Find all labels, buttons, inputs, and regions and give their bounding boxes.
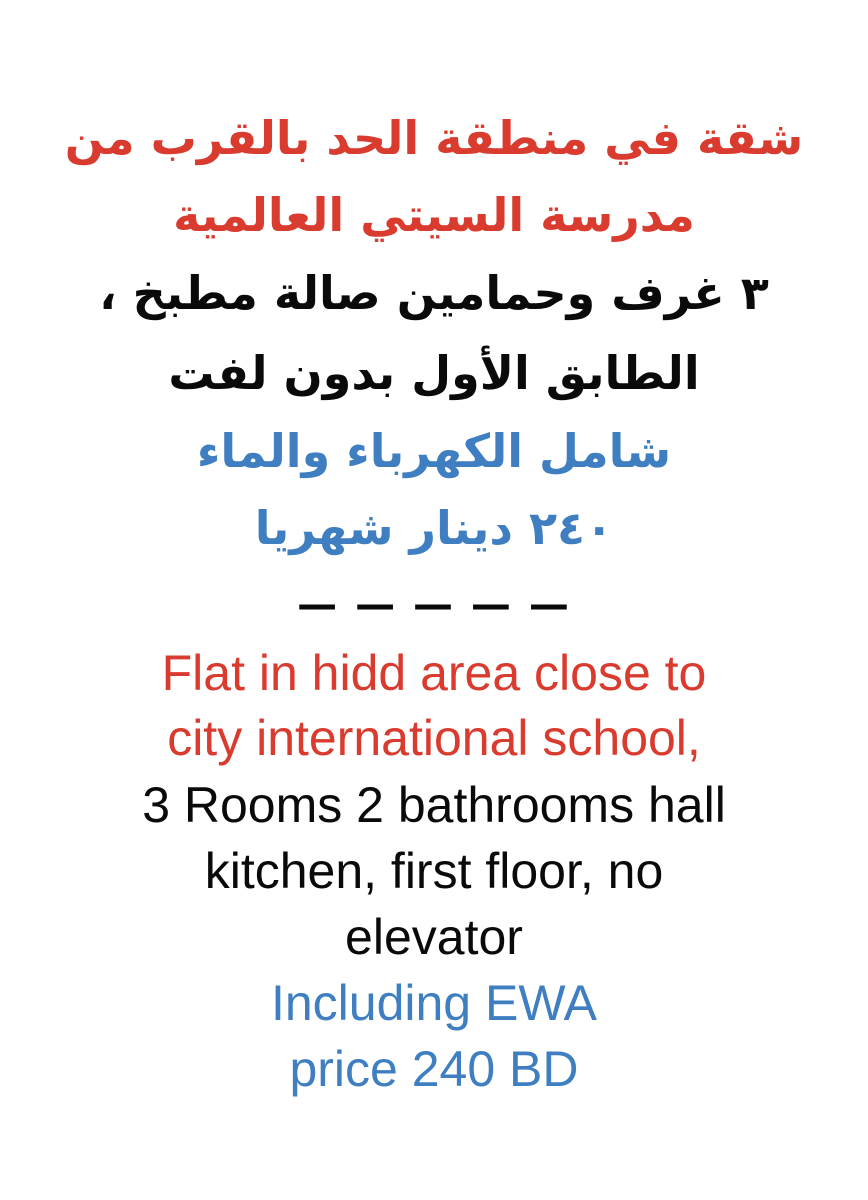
arabic-title-line-1: شقة في منطقة الحد بالقرب من xyxy=(64,111,804,165)
english-title-line-1: Flat in hidd area close to xyxy=(161,645,707,701)
arabic-price: ٢٤٠ دينار شهريا xyxy=(254,501,614,555)
english-price: price 240 BD xyxy=(289,1041,579,1097)
arabic-details-line-2: الطابق الأول بدون لفت xyxy=(168,346,700,400)
english-details-line-2: kitchen, first floor, no xyxy=(204,843,664,899)
arabic-utilities: شامل الكهرباء والماء xyxy=(196,424,672,478)
english-title-line-2: city international school, xyxy=(167,710,701,766)
arabic-title-line-2: مدرسة السيتي العالمية xyxy=(173,188,695,242)
arabic-details-line-1: ٣ غرف وحمامين صالة مطبخ ، xyxy=(99,266,769,320)
english-details-line-3: elevator xyxy=(345,909,523,965)
section-separator: — — — — — xyxy=(297,582,571,628)
english-utilities: Including EWA xyxy=(270,975,598,1031)
english-details-line-1: 3 Rooms 2 bathrooms hall xyxy=(142,777,726,833)
